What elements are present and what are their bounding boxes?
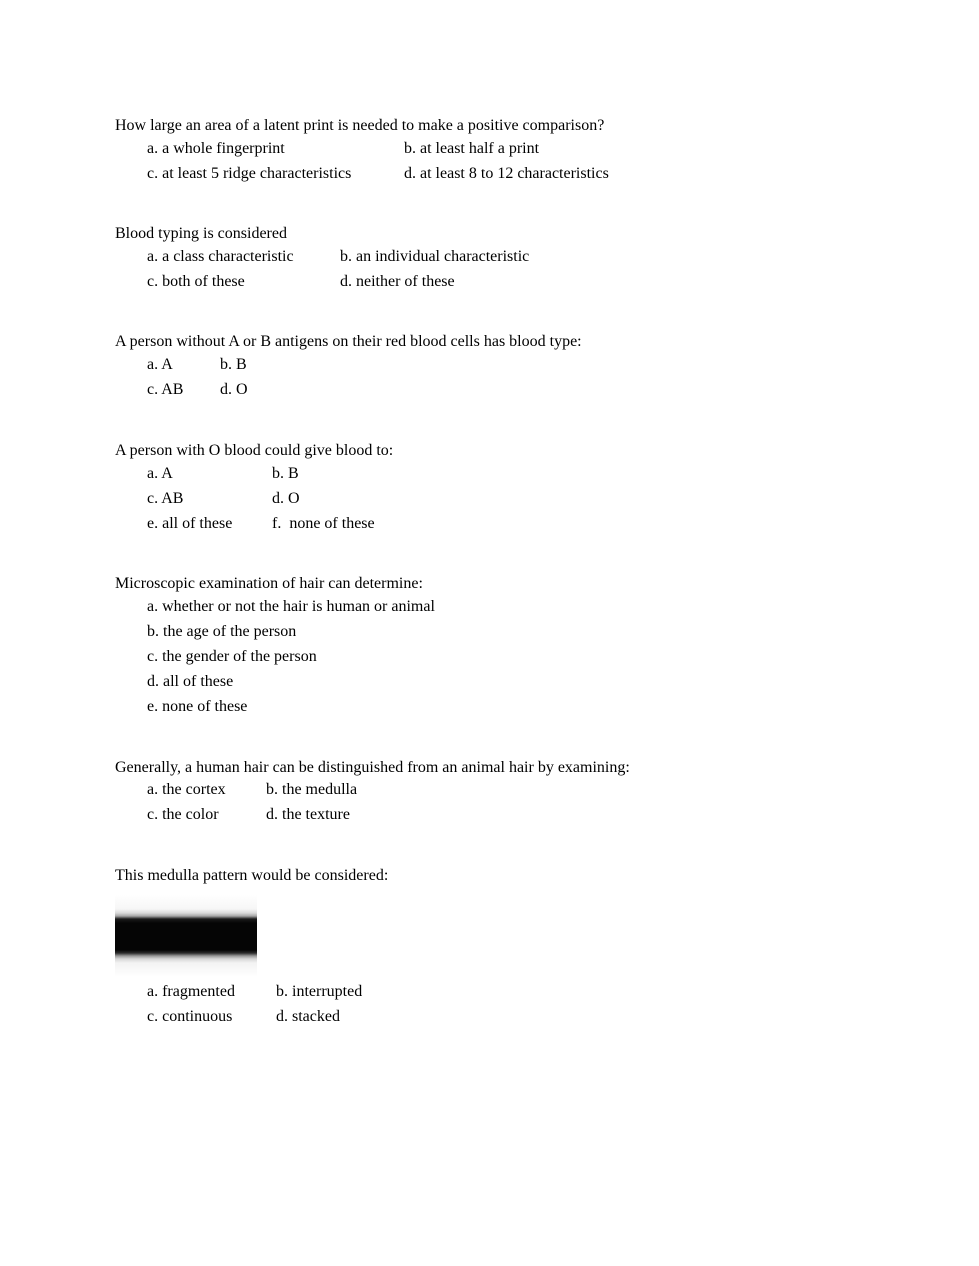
question-5-option-e: e. none of these [147, 698, 248, 715]
question-4-option-e: e. all of these [147, 515, 233, 532]
question-3-option-a: a. A [147, 356, 173, 373]
question-5-option-d: d. all of these [147, 673, 234, 690]
question-2-text: Blood typing is considered [115, 225, 287, 242]
question-2-option-c: c. both of these [147, 273, 245, 290]
question-6-option-c: c. the color [147, 806, 219, 823]
question-3-option-c: c. AB [147, 381, 184, 398]
question-2-option-a: a. a class characteristic [147, 248, 294, 265]
question-4-option-c: c. AB [147, 490, 184, 507]
question-6-option-d: d. the texture [266, 806, 350, 823]
question-7-option-b: b. interrupted [276, 983, 363, 1000]
question-2-option-d: d. neither of these [340, 273, 455, 290]
question-7-option-a: a. fragmented [147, 983, 235, 1000]
question-1-option-a: a. a whole fingerprint [147, 140, 285, 157]
question-5-option-a: a. whether or not the hair is human or animal [147, 598, 435, 615]
question-1-option-d: d. at least 8 to 12 characteristics [404, 165, 609, 182]
question-4-option-b: b. B [272, 465, 299, 482]
question-4-option-a: a. A [147, 465, 173, 482]
question-6-text: Generally, a human hair can be distinguished from an animal hair by examining: [115, 759, 630, 776]
question-7-option-c: c. continuous [147, 1008, 233, 1025]
question-5-text: Microscopic examination of hair can determine: [115, 575, 423, 592]
question-1-option-b: b. at least half a print [404, 140, 540, 157]
question-5-option-c: c. the gender of the person [147, 648, 317, 665]
question-1-text: How large an area of a latent print is needed to make a positive comparison? [115, 117, 605, 134]
question-3-text: A person without A or B antigens on their red blood cells has blood type: [115, 333, 582, 350]
question-5-option-b: b. the age of the person [147, 623, 297, 640]
question-1-option-c: c. at least 5 ridge characteristics [147, 165, 352, 182]
question-7-text: This medulla pattern would be considered: [115, 867, 389, 884]
question-4-text: A person with O blood could give blood to: [115, 442, 394, 459]
question-6-option-a: a. the cortex [147, 781, 226, 798]
question-2-option-b: b. an individual characteristic [340, 248, 530, 265]
question-4-option-f: f. none of these [272, 515, 375, 532]
question-6-option-b: b. the medulla [266, 781, 358, 798]
question-3-option-b: b. B [220, 356, 247, 373]
question-3-option-d: d. O [220, 381, 248, 398]
question-7-option-d: d. stacked [276, 1008, 340, 1025]
medulla-hair-image [115, 895, 257, 977]
question-4-option-d: d. O [272, 490, 300, 507]
